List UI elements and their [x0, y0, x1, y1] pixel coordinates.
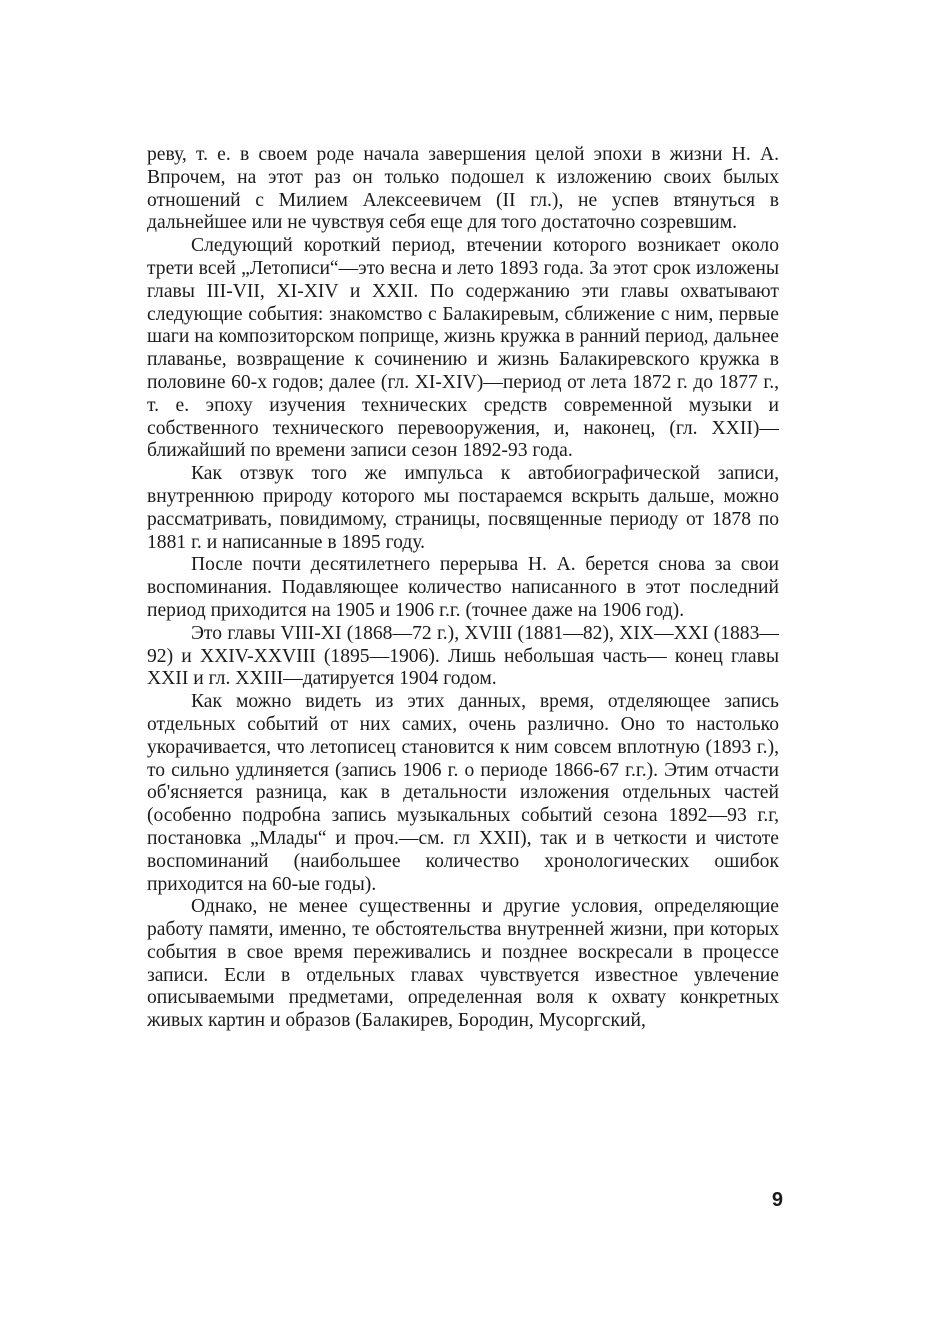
- body-text: [147, 144, 779, 1033]
- paragraph: Однако, не менее существенны и другие условия, определяющие работу памяти, именно, те обстоятельства внутренней жизни, при которых события в свое время переживались и позднее воскресали в процессе записи. Если в отдельных главах чувствуется известное увлечение описываемыми предметами, определенная воля к охвату конкретных живых картин и образов (Балакирев, Бородин, Мусоргский,: [147, 896, 779, 1032]
- paragraph: Следующий короткий период, втечении которого возникает около трети всей „Летописи“—это весна и лето 1893 года. За этот срок изложены главы III-VII, XI-XIV и XXII. По содержанию эти главы охватывают следующие события: знакомство с Балакиревым, сближение с ним, первые шаги на композиторском поприще, жизнь кружка в ранний период, дальнее плаванье, возвращение к сочинению и жизнь Балакиревского кружка в половине 60-х годов; далее (гл. XI-XIV)—период от лета 1872 г. до 1877 г., т. е. эпоху изучения технических средств современной музыки и собственного технического перевооружения, и, наконец, (гл. XXII)—ближайший по времени записи сезон 1892-93 года.: [147, 235, 779, 462]
- paragraph: реву, т. е. в своем роде начала завершения целой эпохи в жизни Н. А. Впрочем, на этот раз он только подошел к изложению своих былых отношений с Милием Алексеевичем (II гл.), не успев втянуться в дальнейшее или не чувствуя себя еще для того достаточно созревшим.: [147, 144, 779, 234]
- paragraph: Это главы VIII-XI (1868—72 г.), XVIII (1881—82), XIX—XXI (1883—92) и XXIV-XXVIII (1895—1906). Лишь небольшая часть— конец главы XXII и гл. XXIII—датируется 1904 годом.: [147, 622, 779, 690]
- paragraph: Как можно видеть из этих данных, время, отделяющее запись отдельных событий от них самих, очень различно. Оно то настолько укорачивается, что летописец становится к ним совсем вплотную (1893 г.), то сильно удлиняется (запись 1906 г. о периоде 1866-67 г.г.). Этим отчасти об'ясняется разница, как в детальности изложения отдельных частей (особенно подробна запись музыкальных событий сезона 1892—93 г.г, постановка „Млады“ и проч.—см. гл XXII), так и в четкости и чистоте воспоминаний (наибольшее количество хронологических ошибок приходится на 60-ые годы).: [147, 691, 779, 895]
- paragraph: Как отзвук того же импульса к автобиографической записи, внутреннюю природу которого мы постараемся вскрыть дальше, можно рассматривать, повидимому, страницы, посвященные периоду от 1878 по 1881 г. и написанные в 1895 году.: [147, 463, 779, 553]
- paragraph: После почти десятилетнего перерыва Н. А. берется снова за свои воспоминания. Подавляющее количество написанного в этот последний период приходится на 1905 и 1906 г.г. (точнее даже на 1906 год).: [147, 554, 779, 621]
- page-number: 9: [771, 1189, 783, 1211]
